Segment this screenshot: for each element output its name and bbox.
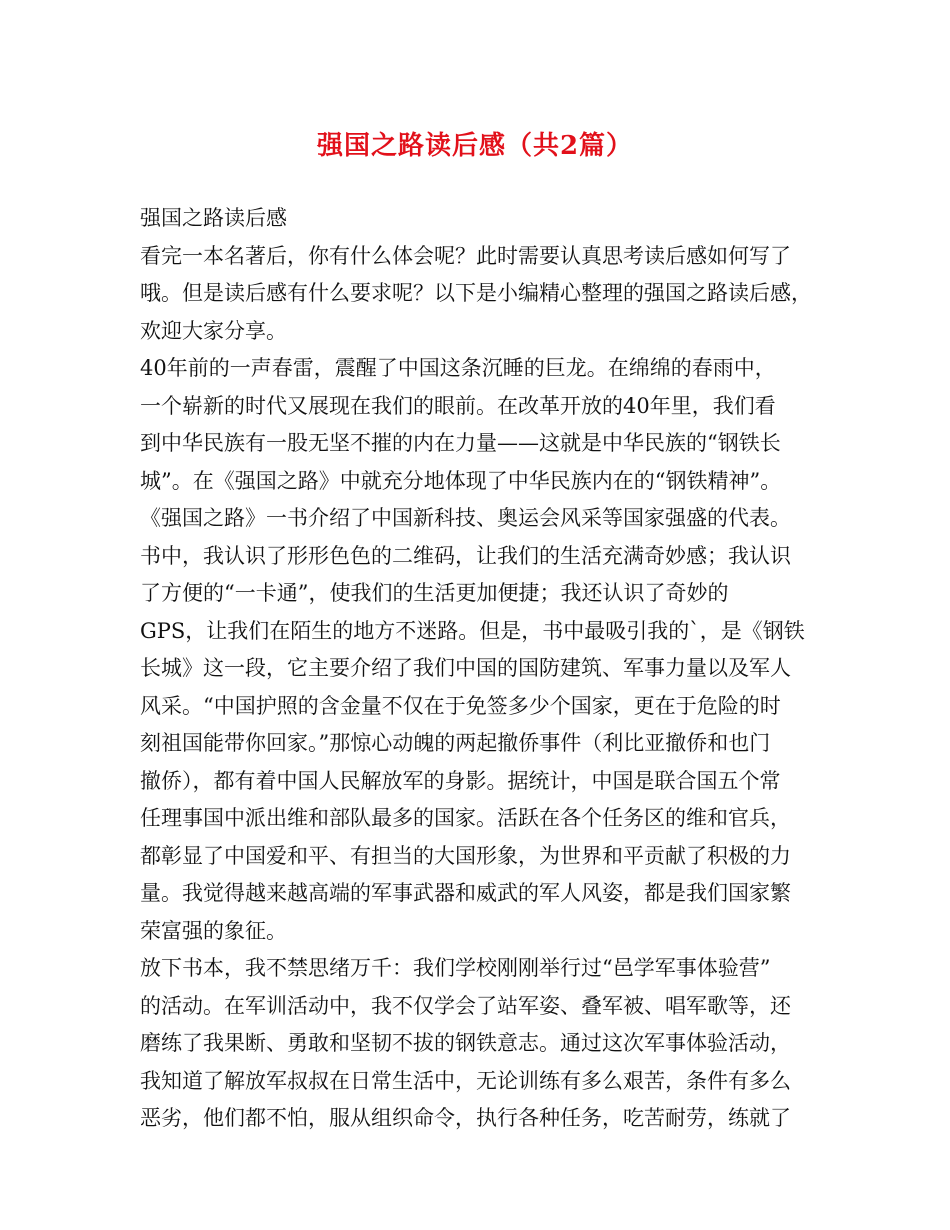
body-line: 看完一本名著后，你有什么体会呢？此时需要认真思考读后感如何写了 [140, 243, 791, 268]
body-line: 长城》这一段，它主要介绍了我们中国的国防建筑、军事力量以及军人 [140, 656, 791, 680]
body-line: 撤侨），都有着中国人民解放军的身影。据统计，中国是联合国五个常 [140, 768, 781, 793]
body-line: 任理事国中派出维和部队最多的国家。活跃在各个任务区的维和官兵， [140, 806, 791, 830]
document-body [140, 200, 820, 1138]
body-line: 到中华民族有一股无坚不摧的内在力量——这就是中华民族的“钢铁长 [140, 431, 781, 455]
body-line: 《强国之路》一书介绍了中国新科技、奥运会风采等国家强盛的代表。 [140, 506, 791, 530]
body-line: 的活动。在军训活动中，我不仅学会了站军姿、叠军被、唱军歌等，还 [140, 993, 791, 1018]
body-line: 城”。在《强国之路》中就充分地体现了中华民族内在的“钢铁精神”。 [140, 468, 782, 493]
body-line: 都彰显了中国爱和平、有担当的大国形象，为世界和平贡献了积极的力 [140, 843, 791, 868]
body-line: GPS，让我们在陌生的地方不迷路。但是，书中最吸引我的`，是《钢铁 [140, 618, 805, 643]
body-line: 欢迎大家分享。 [140, 318, 287, 343]
body-line: 放下书本，我不禁思绪万千：我们学校刚刚举行过“邑学军事体验营” [140, 956, 771, 980]
body-line: 书中，我认识了形形色色的二维码，让我们的生活充满奇妙感；我认识 [140, 543, 791, 568]
document-title: 强国之路读后感（共2篇） [316, 131, 634, 161]
body-line: 哦。但是读后感有什么要求呢？以下是小编精心整理的强国之路读后感， [140, 281, 812, 305]
body-line: 了方便的“一卡通”，使我们的生活更加便捷；我还认识了奇妙的 [140, 581, 729, 605]
body-line: 我知道了解放军叔叔在日常生活中，无论训练有多么艰苦，条件有多么 [140, 1068, 791, 1093]
body-line: 一个崭新的时代又展现在我们的眼前。在改革开放的40年里，我们看 [140, 393, 776, 418]
body-line: 磨练了我果断、勇敢和坚韧不拔的钢铁意志。通过这次军事体验活动， [140, 1031, 791, 1055]
body-line: 40年前的一声春雷，震醒了中国这条沉睡的巨龙。在绵绵的春雨中， [140, 356, 776, 380]
body-line: 荣富强的象征。 [140, 918, 287, 943]
body-line: 风采。“中国护照的含金量不仅在于免签多少个国家，更在于危险的时 [140, 693, 781, 718]
body-line: 刻祖国能带你回家。”那惊心动魄的两起撤侨事件（利比亚撤侨和也门 [140, 731, 771, 755]
body-line: 强国之路读后感 [140, 206, 287, 230]
body-line: 恶劣，他们都不怕，服从组织命令，执行各种任务，吃苦耐劳，练就了 [140, 1106, 791, 1130]
body-line: 量。我觉得越来越高端的军事武器和威武的军人风姿，都是我们国家繁 [140, 881, 791, 905]
